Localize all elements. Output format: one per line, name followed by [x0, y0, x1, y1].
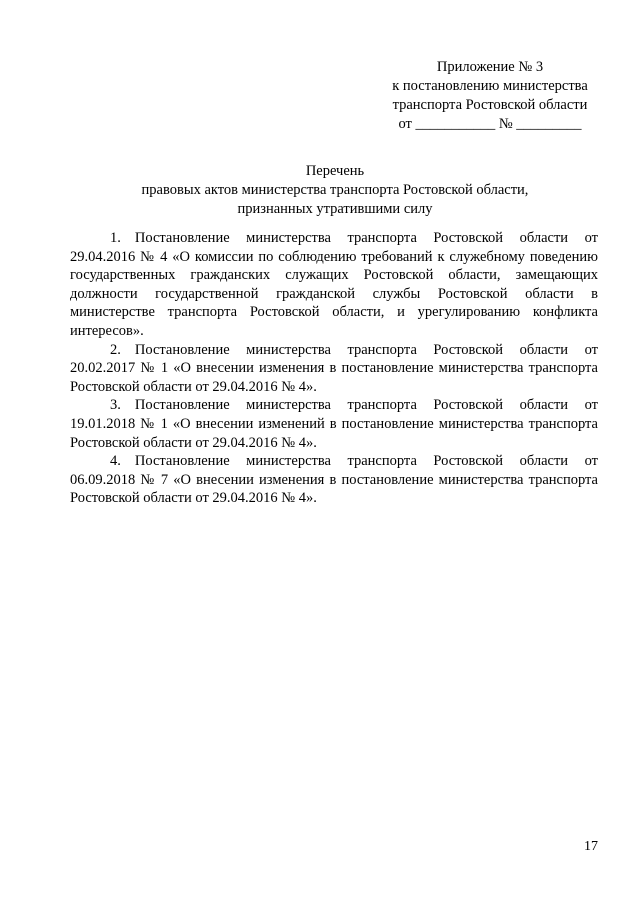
acts-list — [70, 229, 598, 508]
page-number: 17 — [584, 839, 598, 854]
appendix-ministry-line: транспорта Ростовской области — [392, 97, 588, 113]
appendix-number: Приложение № 3 — [436, 59, 544, 75]
appendix-header — [380, 58, 600, 134]
document-title — [70, 162, 600, 219]
list-item — [70, 452, 598, 508]
list-item — [70, 396, 598, 452]
title-line-1: Перечень — [305, 163, 365, 179]
list-item-number: 2. — [110, 341, 121, 358]
list-item-text: Постановление министерства транспорта Ростовской области от 29.04.2016 № 4 «О комиссии по соблюдению требований к служебному поведению государственных гражданских служащих Ростовской области, замещающих должности государственной гражданской службы Ростовской области в министерстве транспорта Ростовской области, и урегулированию конфликта интересов». — [70, 230, 598, 339]
title-line-2: правовых актов министерства транспорта Ростовской области, — [141, 182, 529, 198]
list-item-number: 3. — [110, 397, 121, 414]
list-item-text: Постановление министерства транспорта Ростовской области от 19.01.2018 № 1 «О внесении изменений в постановление министерства транспорта Ростовской области от 29.04.2016 № 4». — [70, 397, 598, 451]
title-line-3: признанных утратившими силу — [237, 201, 433, 217]
list-item — [70, 229, 598, 341]
appendix-resolution-line: к постановлению министерства — [392, 78, 588, 94]
appendix-date-number-line: от ___________ № _________ — [398, 116, 582, 132]
list-item-number: 4. — [110, 453, 121, 470]
list-item-text: Постановление министерства транспорта Ростовской области от 06.09.2018 № 7 «О внесении изменения в постановление министерства транспорта Ростовской области от 29.04.2016 № 4». — [70, 453, 598, 507]
list-item-number: 1. — [110, 230, 121, 246]
list-item — [70, 341, 598, 397]
list-item-text: Постановление министерства транспорта Ростовской области от 20.02.2017 № 1 «О внесении изменения в постановление министерства транспорта Ростовской области от 29.04.2016 № 4». — [70, 341, 598, 395]
